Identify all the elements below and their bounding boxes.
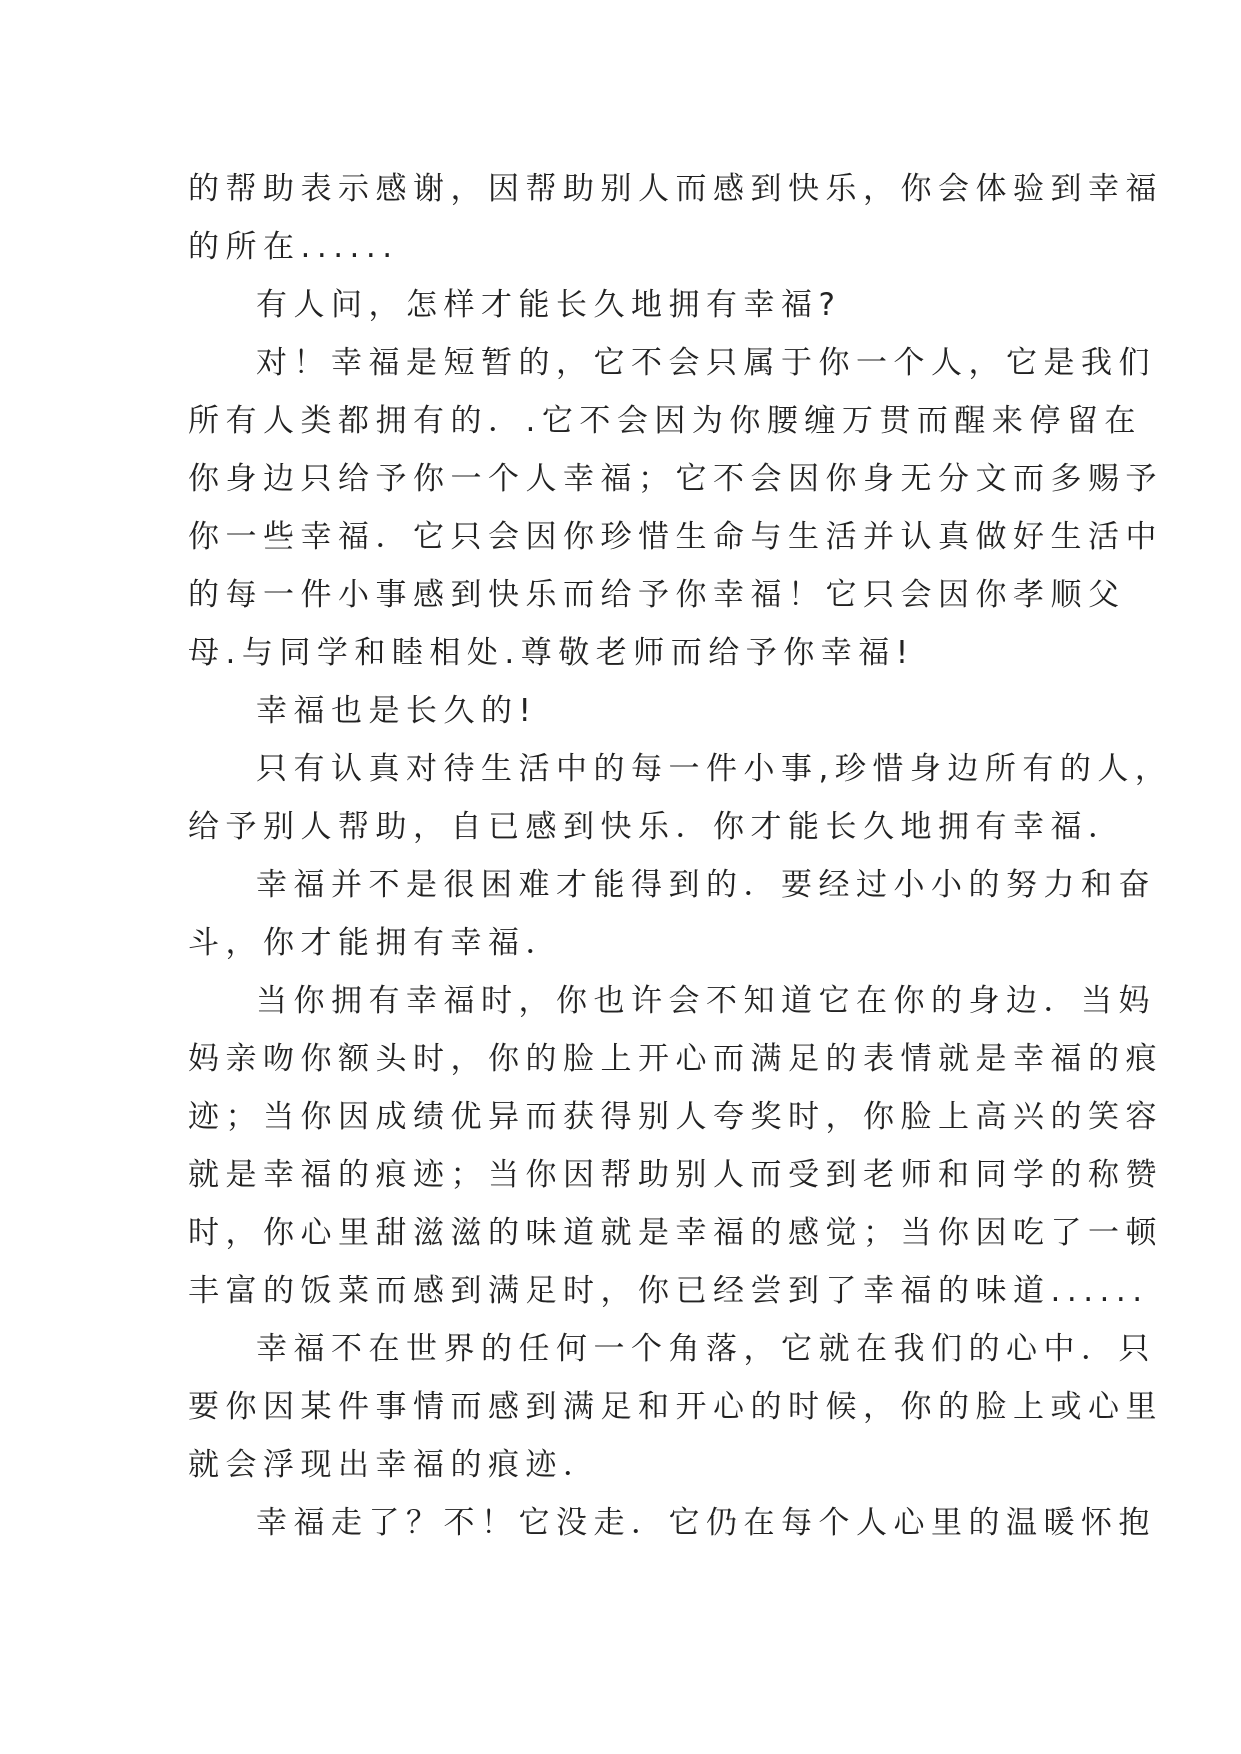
- text-line: 迹；当你因成绩优异而获得别人夸奖时，你脸上高兴的笑容: [188, 1099, 1163, 1135]
- text-line: 要你因某件事情而感到满足和开心的时候，你的脸上或心里: [188, 1389, 1163, 1425]
- text-line: 就是幸福的痕迹；当你因帮助别人而受到老师和同学的称赞: [188, 1157, 1163, 1193]
- text-line: 你身边只给予你一个人幸福；它不会因你身无分文而多赐予: [188, 461, 1163, 497]
- essay-body: [188, 160, 1173, 1552]
- text-line: 所有人类都拥有的．.它不会因为你腰缠万贯而醒来停留在: [188, 403, 1142, 439]
- text-line: 幸福走了？不！它没走．它仍在每个人心里的温暖怀抱: [256, 1505, 1156, 1541]
- text-line: 丰富的饭菜而感到满足时，你已经尝到了幸福的味道......: [188, 1273, 1149, 1309]
- text-line: 幸福并不是很困难才能得到的．要经过小小的努力和奋: [256, 867, 1156, 903]
- text-line: 时，你心里甜滋滋的味道就是幸福的感觉；当你因吃了一顿: [188, 1215, 1163, 1251]
- text-line: 给予别人帮助，自已感到快乐．你才能长久地拥有幸福．: [188, 809, 1126, 845]
- text-line: 的所在......: [188, 229, 399, 265]
- text-line: 的每一件小事感到快乐而给予你幸福！它只会因你孝顺父: [188, 577, 1126, 613]
- text-line: 当你拥有幸福时，你也许会不知道它在你的身边．当妈: [256, 983, 1156, 1019]
- text-line: 的帮助表示感谢，因帮助别人而感到快乐，你会体验到幸福: [188, 171, 1163, 207]
- text-line: 只有认真对待生活中的每一件小事,珍惜身边所有的人，: [256, 751, 1173, 787]
- text-line: 你一些幸福．它只会因你珍惜生命与生活并认真做好生活中: [188, 519, 1163, 555]
- text-line: 对！幸福是短暂的，它不会只属于你一个人，它是我们: [256, 345, 1156, 381]
- text-line: 幸福也是长久的!: [256, 693, 538, 729]
- text-line: 幸福不在世界的任何一个角落，它就在我们的心中．只: [256, 1331, 1156, 1367]
- text-line: 妈亲吻你额头时，你的脸上开心而满足的表情就是幸福的痕: [188, 1041, 1163, 1077]
- text-line: 斗，你才能拥有幸福．: [188, 925, 563, 961]
- text-line: 母.与同学和睦相处.尊敬老师而给予你幸福!: [188, 635, 915, 671]
- text-line: 就会浮现出幸福的痕迹．: [188, 1447, 601, 1483]
- text-line: 有人问，怎样才能长久地拥有幸福?: [256, 287, 842, 323]
